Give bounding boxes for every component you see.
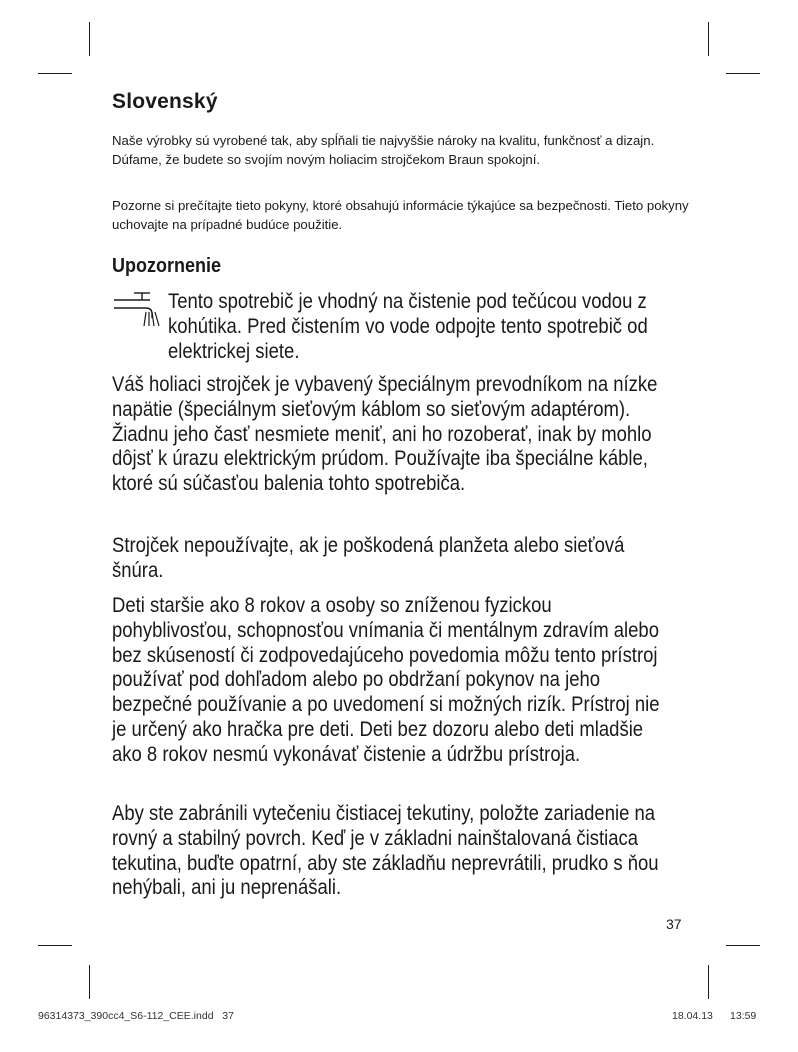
page-number: 37 — [666, 916, 682, 932]
water-tap-icon — [112, 292, 164, 336]
warning-paragraph-voltage: Váš holiaci strojček je vybavený špeciálnym prevodníkom na nízke napätie (špeciálnym sieťovým káblom so sieťovým adaptérom). Žiadnu jeho časť nesmiete meniť, ani ho rozoberať, inak by mohlo dôjsť k úrazu elektrickým prúdom. Používajte iba špeciálne káble, ktoré sú súčasťou balenia tohto spotrebiča. — [112, 373, 658, 496]
crop-mark-top-right-vertical — [708, 22, 709, 56]
file-slug: 96314373_390cc4_S6-112_CEE.indd 37 — [38, 1010, 234, 1022]
section-heading: Upozornenie — [112, 255, 222, 277]
warning-paragraph-stability: Aby ste zabránili vytečeniu čistiacej tekutiny, položte zariadenie na rovný a stabilný povrch. Keď je v základni nainštalovaná čistiaca tekutina, buďte opatrní, aby ste základňu neprevrátili, prudko s ňou nehýbali, ani ju neprenášali. — [112, 802, 659, 900]
crop-mark-bottom-right-vertical — [708, 965, 709, 999]
crop-mark-bottom-left-vertical — [89, 965, 90, 999]
water-tap-icon-graphic — [112, 292, 164, 336]
crop-mark-top-left-horizontal — [38, 73, 72, 74]
print-date: 18.04.13 — [672, 1010, 713, 1022]
intro-paragraph: Pozorne si prečítajte tieto pokyny, ktoré obsahujú informácie týkajúce sa bezpečnosti. Tieto pokyny uchovajte na prípadné budúce použitie. — [112, 198, 689, 232]
warning-paragraph-damage: Strojček nepoužívajte, ak je poškodená planžeta alebo sieťová šnúra. — [112, 534, 625, 582]
crop-mark-bottom-right-horizontal — [726, 945, 760, 946]
crop-mark-bottom-left-horizontal — [38, 945, 72, 946]
print-time: 13:59 — [730, 1010, 757, 1022]
warning-paragraph-water: Tento spotrebič je vhodný na čistenie pod tečúcou vodou z kohútika. Pred čistením vo vode odpojte tento spotrebič od elektrickej siete. — [168, 290, 648, 363]
warning-paragraph-children: Deti staršie ako 8 rokov a osoby so zníženou fyzickou pohyblivosťou, schopnosťou vnímania či mentálnym zdravím alebo bez skúseností či zodpovedajúceho povedomia môžu tento prístroj používať pod dohľadom alebo po obdržaní pokynov na jeho bezpečné používanie a po uvedomení si možných rizík. Prístroj nie je určený ako hračka pre deti. Deti bez dozoru alebo deti mladšie ako 8 rokov nesmú vykonávať čistenie a údržbu prístroja. — [112, 594, 660, 766]
crop-mark-top-left-vertical — [89, 22, 90, 56]
page-title: Slovenský — [112, 90, 218, 113]
intro-paragraph: Naše výrobky sú vyrobené tak, aby spĺňali tie najvyššie nároky na kvalitu, funkčnosť a dizajn. Dúfame, že budete so svojím novým holiacim strojčekom Braun spokojní. — [112, 133, 655, 167]
crop-mark-top-right-horizontal — [726, 73, 760, 74]
